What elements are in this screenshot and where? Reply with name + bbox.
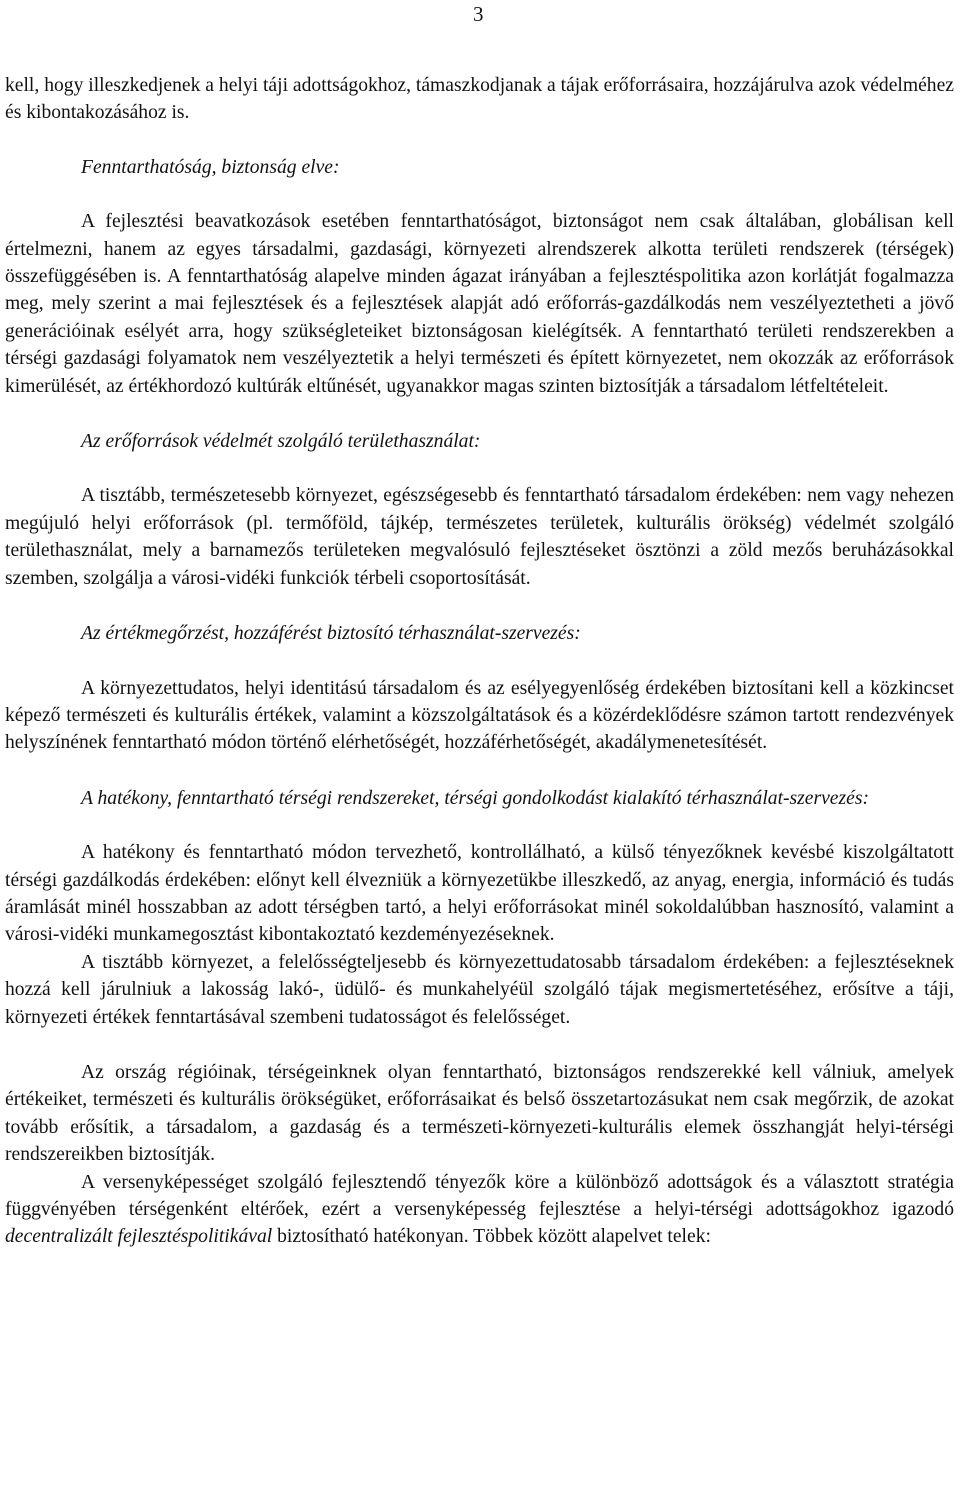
section-heading: Fenntarthatóság, biztonság elve: [81, 156, 340, 178]
page-number: 3 [473, 2, 484, 26]
body-text [5, 72, 954, 1251]
section-heading: A hatékony, fenntartható térségi rendszereket, térségi gondolkodást kialakító térhasználat-szervezés: [81, 787, 869, 809]
section-heading: Az értékmegőrzést, hozzáférést biztosító térhasználat-szervezés: [81, 623, 581, 645]
paragraph-part: A versenyképességet szolgáló fejlesztendő tényezők köre a különböző adottságok és a választott stratégia függvényében térségenként eltérőek, ezért a versenyképesség fejlesztése a helyi-térségi adottságokhoz igazodó [5, 1171, 954, 1220]
paragraph: A tisztább környezet, a felelősségteljesebb és környezettudatosabb társadalom érdekében: a fejlesztéseknek hozzá kell járulniuk a lakosság lakó-, üdülő- és munkahelyéül szolgáló tájak megismertetéséhez, erősítve a táji, környezeti értékek fenntartásával szembeni tudatosságot és felelősséget. [5, 951, 954, 1028]
emphasis: decentralizált fejlesztéspolitikával [5, 1226, 273, 1248]
paragraph: A fejlesztési beavatkozások esetében fenntarthatóságot, biztonságot nem csak általában, globálisan kell értelmezni, hanem az egyes társadalmi, gazdasági, környezeti alrendszerek alkotta területi rendszerek (térségek) összefüggésében is. A fenntarthatóság alapelve minden ágazat irányában a fejlesztéspolitika azon korlátját fogalmazza meg, mely szerint a mai fejlesztések és a fejlesztések alapját adó erőforrás-gazdálkodás nem veszélyeztetheti a jövő generációinak esélyét arra, hogy szükségleteiket biztonságosan kielégítsék. A fenntartható területi rendszerekben a térségi gazdasági folyamatok nem veszélyeztetik a helyi természeti és épített környezetet, nem okozzák az erőforrások kimerülését, az értékhordozó kultúrák eltűnését, ugyanakkor magas szinten biztosítják a társadalom létfeltételeit. [5, 211, 954, 397]
paragraph: kell, hogy illeszkedjenek a helyi táji adottságokhoz, támaszkodjanak a tájak erőforrásaira, hozzájárulva azok védelméhez és kibontakozásához is. [5, 75, 954, 124]
section-heading: Az erőforrások védelmét szolgáló területhasználat: [81, 431, 481, 453]
paragraph: A környezettudatos, helyi identitású társadalom és az esélyegyenlőség érdekében biztosítani kell a közkincset képező természeti és kulturális értékek, valamint a közszolgáltatások és a közérdeklődésre számon tartott rendezvények helyszínének fenntartható módon történő elérhetőségét, hozzáférhetőségét, akadálymenetesítését. [5, 677, 954, 754]
paragraph [5, 1169, 954, 1251]
paragraph: Az ország régióinak, térségeinknek olyan fenntartható, biztonságos rendszerekké kell válniuk, amelyek értékeiket, természeti és kulturális örökségüket, erőforrásaikat és belső összetartozásukat nem csak megőrzik, de azokat tovább erősítik, a társadalom, a gazdaság és a természeti-környezeti-kulturális elemek összhangját helyi-térségi rendszereikben biztosítják. [5, 1061, 954, 1166]
paragraph: A hatékony és fenntartható módon tervezhető, kontrollálható, a külső tényezőknek kevésbé kiszolgáltatott térségi gazdálkodás érdekében: előnyt kell élvezniük a környezetükbe illeszkedő, az anyag, energia, információ és tudás áramlását minél hosszabban az adott térségben tartó, a helyi erőforrásokat minél sokoldalúbban hasznosító, valamint a városi-vidéki munkamegosztást kibontakoztató kezdeményezéseknek. [5, 842, 954, 946]
paragraph: A tisztább, természetesebb környezet, egészségesebb és fenntartható társadalom érdekében: nem vagy nehezen megújuló helyi erőforrások (pl. termőföld, tájkép, természetes területek, kulturális örökség) védelmét szolgáló területhasználat, mely a barnamezős területeken megvalósuló fejlesztéseket ösztönzi a zöld mezős beruházásokkal szemben, szolgálja a városi-vidéki funkciók térbeli csoportosítását. [5, 485, 954, 589]
paragraph-part: biztosítható hatékonyan. Többek között alapelvet telek: [277, 1226, 711, 1248]
